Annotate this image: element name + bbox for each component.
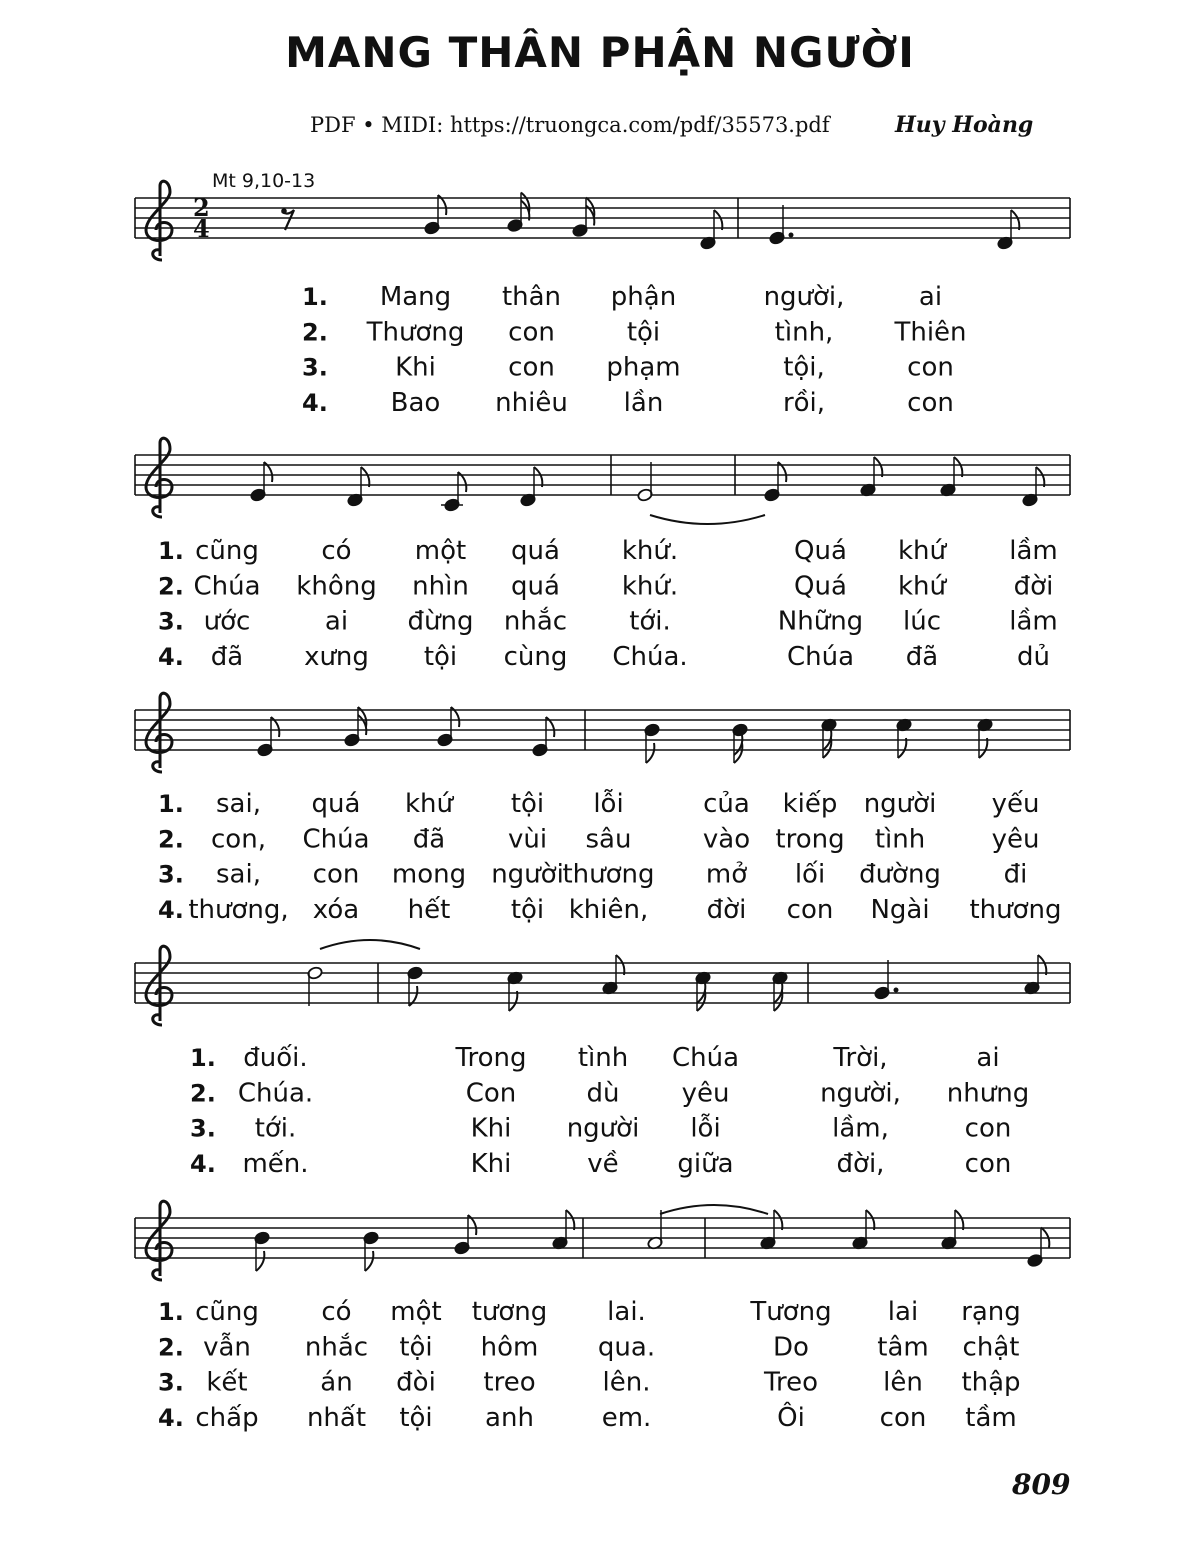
verse-number: 2. (158, 825, 184, 854)
note-flag (954, 457, 962, 477)
lyric-word: một (414, 536, 467, 566)
lyric-word: cùng (503, 641, 568, 672)
lyric-word: lỗi (690, 1113, 721, 1144)
lyric-word: phận (610, 282, 677, 312)
lyric-word: ước (203, 606, 251, 637)
lyric-word: hết (407, 894, 451, 925)
lyric-word: Chúa (193, 571, 261, 602)
lyric-word: tội (510, 789, 545, 819)
lyric-word: con (786, 894, 834, 925)
composer-name: Huy Hoàng (895, 112, 1034, 138)
verse-number: 2. (190, 1079, 216, 1108)
lyric-word: tình (577, 1043, 629, 1073)
note-flag (646, 743, 654, 763)
lyric-word: ai (324, 606, 349, 637)
lyric-word: quá (511, 536, 560, 566)
lyric-word: lỗi (593, 789, 624, 819)
lyric-word: Mang (379, 282, 452, 312)
lyric-word: trong (775, 824, 845, 855)
eighth-rest-dot (281, 208, 287, 214)
lyric-word: con, (211, 824, 266, 855)
lyric-word: đã (905, 641, 939, 672)
lyric-word: yêu (681, 1078, 730, 1109)
lyric-word: một (390, 1297, 442, 1327)
lyric-word: Trong (455, 1043, 527, 1073)
lyric-word: tội, (783, 352, 825, 383)
song-title: MANG THÂN PHẬN NGƯỜI (285, 28, 915, 77)
lyric-word: tội (399, 1332, 433, 1363)
verse-number: 2. (158, 1333, 184, 1362)
lyric-word: nhắc (304, 1332, 369, 1363)
verse-number: 4. (302, 388, 328, 417)
verse-number: 2. (158, 572, 184, 601)
scripture-reference: Mt 9,10-13 (212, 170, 316, 192)
lyric-word: quá (511, 571, 560, 602)
dot (894, 988, 899, 993)
note-flag (616, 955, 624, 975)
verse-number: 2. (302, 318, 328, 347)
lyric-word: vùi (507, 824, 548, 855)
verse-number: 1. (190, 1044, 216, 1072)
lyric-word: ai (918, 282, 943, 312)
lyric-word: chấp (195, 1402, 259, 1433)
lyric-word: mở (705, 859, 748, 890)
lyric-word: con (907, 387, 954, 418)
lyric-word: con (312, 859, 360, 890)
lyric-word: vào (702, 824, 751, 855)
note-flag (866, 1210, 874, 1230)
lyric-word: người (566, 1113, 640, 1144)
lyric-word: yếu (991, 789, 1040, 819)
note-flag (534, 467, 542, 487)
treble-clef (146, 1201, 172, 1280)
lyric-word: xóa (312, 894, 360, 925)
lyric-word: anh (485, 1402, 534, 1433)
note-flag (566, 1210, 574, 1230)
lyric-word: cũng (195, 536, 259, 566)
lyric-word: Thiên (894, 317, 967, 348)
lyric-word: về (587, 1148, 619, 1179)
system-2 (135, 438, 1070, 672)
lyric-word: lên (883, 1367, 923, 1398)
lyric-word: dủ (1017, 641, 1050, 672)
lyric-word: lầm (1009, 536, 1058, 566)
tie (320, 940, 420, 949)
verse-number: 1. (302, 283, 328, 311)
lyric-word: sai, (216, 789, 261, 819)
tie (660, 1205, 768, 1214)
lyric-word: Ngài (870, 894, 930, 925)
lyric-word: đuối. (243, 1043, 308, 1073)
note-flag (1011, 210, 1019, 230)
lyric-word: em. (601, 1402, 652, 1433)
lyric-word: thập (961, 1367, 1021, 1398)
dot (789, 233, 794, 238)
lyric-word: con (964, 1113, 1012, 1144)
note-flag (1038, 955, 1046, 975)
lyric-word: phạm (606, 352, 681, 383)
lyric-word: xưng (304, 641, 369, 672)
lyric-word: tình (874, 824, 926, 855)
lyric-word: con (964, 1148, 1012, 1179)
lyric-word: án (320, 1367, 353, 1398)
lyric-word: đời (706, 894, 747, 925)
lyric-word: kết (206, 1367, 248, 1398)
lyric-word: tội (510, 894, 545, 925)
lyric-word: khứ. (621, 571, 679, 602)
system-3 (135, 693, 1070, 925)
note-flag (365, 1251, 373, 1271)
note-flag (874, 457, 882, 477)
lyric-word: dù (586, 1078, 620, 1109)
lyric-word: người (491, 859, 564, 890)
system-1 (135, 181, 1070, 418)
lyric-word: Khi (470, 1148, 512, 1179)
lyric-word: sai, (216, 859, 261, 890)
note-flag (509, 991, 517, 1011)
verse-number: 3. (190, 1114, 216, 1143)
lyric-word: tâm (877, 1332, 929, 1363)
lyric-word: đã (412, 824, 446, 855)
source-line[interactable]: PDF • MIDI: https://truongca.com/pdf/35573.pdf (310, 113, 830, 137)
lyric-word: không (296, 571, 377, 602)
lyric-word: yêu (991, 824, 1040, 855)
lyric-word: đời (1013, 571, 1054, 602)
lyric-word: giữa (677, 1148, 734, 1179)
note-flag (1036, 467, 1044, 487)
lyric-word: Chúa. (237, 1078, 314, 1109)
lyric-word: có (321, 536, 352, 566)
lyric-word: nhất (306, 1402, 367, 1433)
note-flag (898, 738, 906, 758)
lyric-word: hôm (480, 1332, 539, 1363)
lyric-word: tình, (774, 317, 834, 348)
lyric-word: Chúa (786, 641, 855, 672)
system-5 (135, 1201, 1070, 1433)
lyric-word: rạng (961, 1297, 1021, 1327)
lyric-word: ai (976, 1043, 1000, 1073)
time-signature-bottom: 4 (193, 214, 210, 243)
tie (650, 515, 765, 524)
lyric-word: lai (887, 1297, 919, 1327)
lyric-word: sâu (585, 824, 632, 855)
lyric-word: con (508, 317, 555, 348)
lyric-word: con (879, 1402, 927, 1433)
lyric-word: tới. (254, 1113, 297, 1144)
lyric-word: người, (820, 1078, 901, 1109)
lyric-word: kiếp (782, 789, 838, 819)
lyric-word: chật (962, 1332, 1020, 1363)
verse-number: 1. (158, 1298, 184, 1326)
lyric-word: Quá (794, 536, 847, 566)
lyric-word: tầm (965, 1402, 1017, 1433)
lyric-word: đừng (407, 606, 474, 637)
treble-clef (146, 181, 172, 260)
note-flag (714, 210, 722, 230)
lyric-word: nhìn (412, 571, 469, 602)
lyric-word: lúc (903, 606, 941, 637)
lyric-word: của (703, 789, 750, 819)
lyric-word: Tương (750, 1297, 832, 1327)
treble-clef (146, 946, 172, 1025)
lyric-word: Chúa (671, 1043, 740, 1073)
lyric-word: người (863, 789, 937, 819)
lyric-word: Quá (794, 571, 847, 602)
verse-number: 3. (158, 860, 184, 889)
lyric-word: đòi (396, 1367, 436, 1398)
verse-number: 1. (158, 537, 184, 565)
lyric-word: đã (210, 641, 244, 672)
lyric-word: vẫn (203, 1332, 251, 1363)
note-flag (774, 1210, 782, 1230)
treble-clef (146, 693, 172, 772)
lyric-word: tội (626, 317, 661, 348)
verse-number: 3. (302, 353, 328, 382)
system-4 (135, 940, 1070, 1179)
lyric-word: đi (1003, 859, 1028, 890)
lyric-word: Thương (366, 317, 465, 348)
lyric-word: Khi (470, 1113, 512, 1144)
lyric-word: tội (423, 641, 458, 672)
lyric-word: nhưng (946, 1078, 1030, 1109)
lyric-word: Ôi (777, 1402, 805, 1433)
lyric-word: cũng (195, 1297, 259, 1327)
lyric-word: tương (471, 1297, 548, 1327)
page-number: 809 (1012, 1468, 1071, 1501)
lyric-word: lối (794, 859, 826, 890)
lyric-word: khứ (404, 789, 454, 819)
lyric-word: Chúa (302, 824, 370, 855)
lyric-word: thân (501, 282, 562, 312)
verse-number: 4. (190, 1149, 216, 1178)
lyric-word: Những (777, 606, 864, 637)
treble-clef (146, 438, 172, 517)
lyric-word: thương (969, 894, 1062, 925)
lyric-word: lầm, (832, 1113, 889, 1144)
lyric-word: tới. (629, 606, 671, 637)
lyric-word: lên. (602, 1367, 651, 1398)
lyric-word: đời, (836, 1148, 885, 1179)
lyric-word: khứ (897, 536, 947, 566)
verse-number: 3. (158, 607, 184, 636)
lyric-word: có (321, 1297, 352, 1327)
lyric-word: treo (483, 1367, 536, 1398)
lyric-word: rồi, (782, 387, 826, 418)
lyric-word: mong (391, 859, 467, 890)
lyric-word: người, (763, 282, 845, 312)
lyric-word: Do (773, 1332, 809, 1363)
lyric-word: Khi (395, 352, 436, 383)
verse-number: 4. (158, 895, 184, 924)
lyric-word: qua. (597, 1332, 656, 1363)
verse-number: 4. (158, 642, 184, 671)
lyric-word: tội (399, 1402, 433, 1433)
lyric-word: khiên, (568, 894, 649, 925)
lyric-word: đường (859, 859, 941, 890)
lyric-word: Bao (390, 387, 441, 418)
note-flag (979, 738, 987, 758)
lyric-word: mến. (242, 1148, 309, 1179)
lyric-word: lần (623, 387, 664, 418)
lyric-word: Con (465, 1078, 517, 1109)
verse-number: 3. (158, 1368, 184, 1397)
lyric-word: con (508, 352, 555, 383)
lyric-word: con (907, 352, 954, 383)
lyric-word: thương (562, 859, 655, 890)
lyric-word: Treo (763, 1367, 819, 1398)
lyric-word: Chúa. (612, 641, 688, 672)
time-signature-top: 2 (193, 193, 210, 222)
lyric-word: lầm (1009, 606, 1058, 637)
lyric-word: khứ. (621, 536, 679, 566)
lyric-word: lai. (607, 1297, 646, 1327)
lyric-word: Trời, (833, 1043, 888, 1073)
lyric-word: nhắc (503, 606, 568, 637)
verse-number: 1. (158, 790, 184, 818)
verse-number: 4. (158, 1403, 184, 1432)
lyric-word: nhiêu (495, 387, 568, 418)
note-flag (361, 467, 369, 487)
lyric-word: quá (311, 789, 361, 819)
lyric-word: khứ (897, 571, 947, 602)
note-flag (955, 1210, 963, 1230)
lyric-word: thương, (188, 894, 289, 925)
note-flag (256, 1251, 264, 1271)
